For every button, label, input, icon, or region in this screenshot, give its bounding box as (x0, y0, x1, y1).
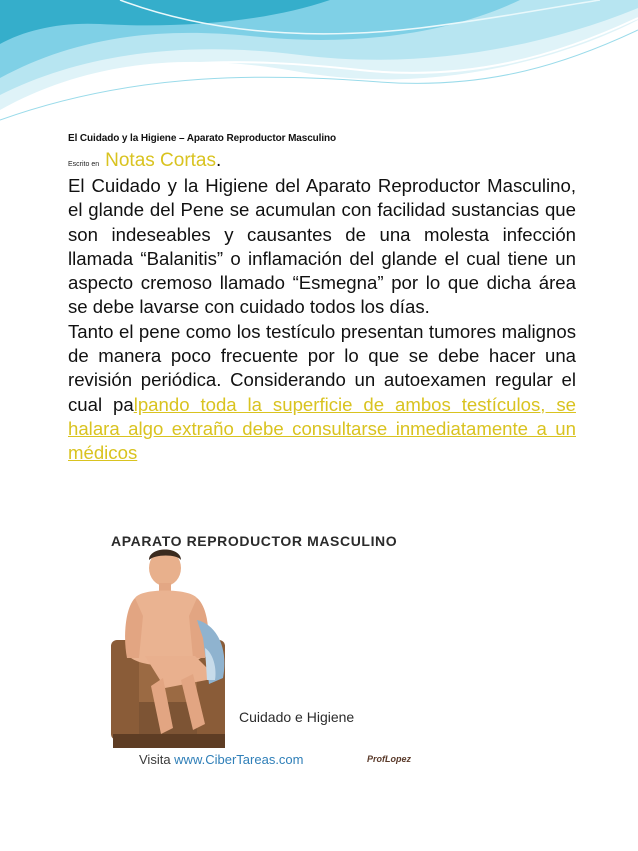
byline-prefix: Escrito en (68, 161, 100, 168)
visit-prefix: Visita (139, 752, 175, 767)
category-link[interactable]: Notas Cortas (105, 150, 216, 171)
paragraph-self-exam-text: Tanto el pene como los testículo presentan tumores malignos de manera poco frecuente por lo que se debe hacer una revisión periódica. Considerando un autoexamen regular el cual pa (68, 320, 576, 415)
paragraph-self-exam (68, 320, 576, 466)
paragraph-balanitis: El Cuidado y la Higiene del Aparato Reproductor Masculino, el glande del Pene se acumulan con facilidad sustancias que son indeseables y causantes de una molesta infección llamada “Balanitis” o inflamación del glande el cual tiene un aspecto cremoso llamado “Esmegna” por lo que dicha área se debe lavarse con cuidado todos los días. (68, 175, 576, 318)
visit-line (139, 752, 304, 767)
visit-url: www.CiberTareas.com (174, 752, 304, 767)
document-body (68, 133, 576, 466)
anatomy-illustration (105, 528, 423, 773)
document-title: El Cuidado y la Higiene – Aparato Reproductor Masculino (68, 133, 337, 144)
byline-suffix: . (216, 150, 222, 171)
artist-signature: ProfLopez (367, 754, 411, 764)
byline (68, 148, 576, 174)
header-wave-decoration (0, 0, 638, 130)
illustration-caption: Cuidado e Higiene (239, 709, 355, 725)
self-exam-link[interactable]: lpando toda la superficie de ambos testículos, se halara algo extraño debe consultarse inmediatamente a un médicos (68, 393, 576, 464)
illustration-heading: APARATO REPRODUCTOR MASCULINO (111, 533, 398, 549)
